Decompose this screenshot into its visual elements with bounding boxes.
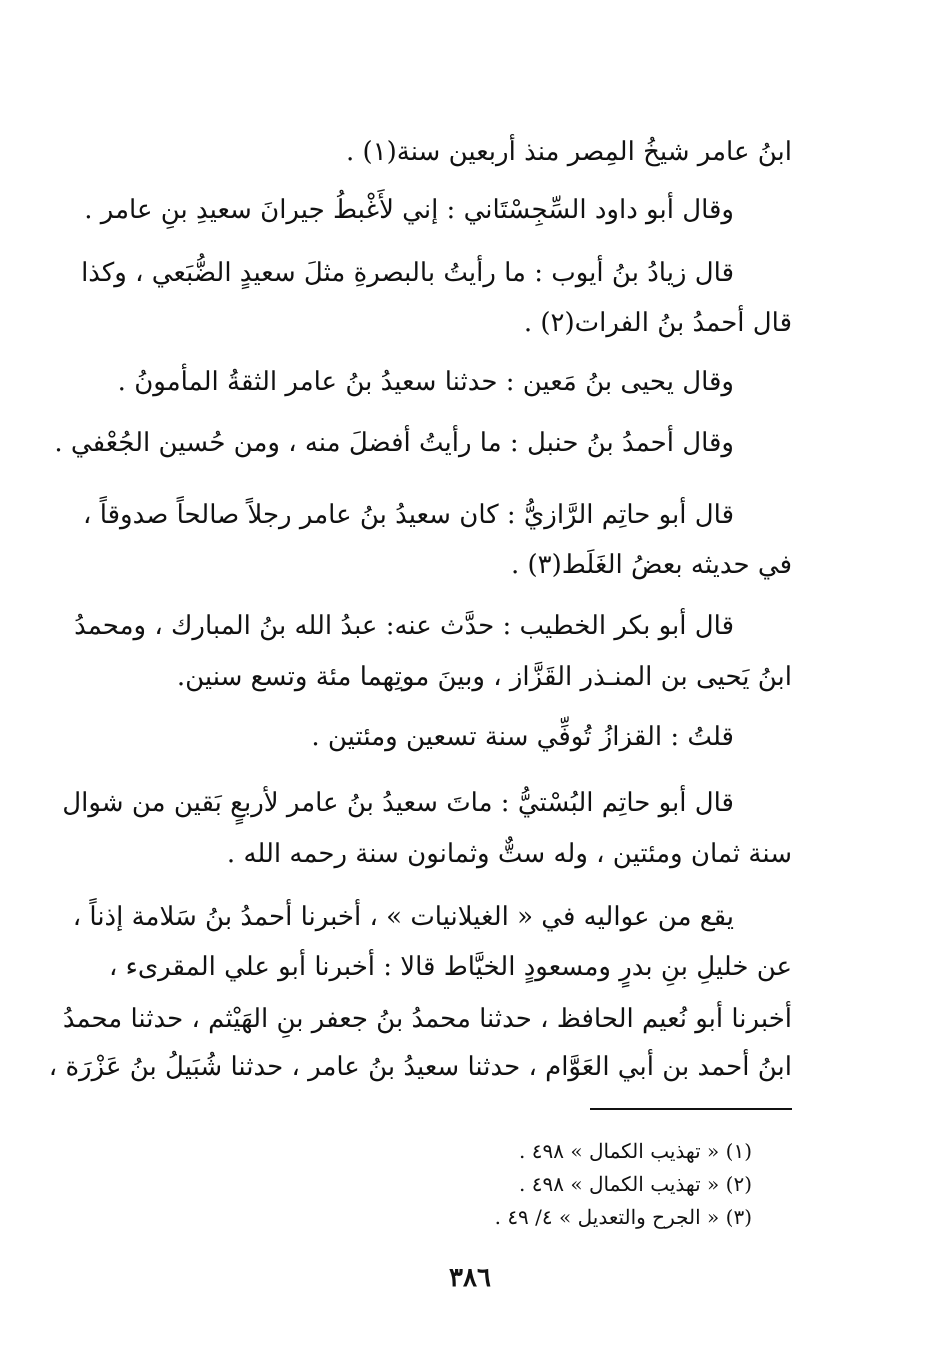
body-line: سنة ثمان ومئتين ، وله ستٌّ وثمانون سنة رحمه الله . bbox=[226, 839, 792, 869]
footnote: (١) « تهذيب الكمال » ٤٩٨ . bbox=[519, 1139, 752, 1163]
body-line: قال أبو حاتِم البُسْتيُّ : ماتَ سعيدُ بنُ عامر لأربعٍ بَقين من شوال bbox=[62, 788, 734, 818]
body-line: في حديثه بعضُ الغَلَط(٣) . bbox=[510, 550, 792, 580]
body-line: عن خليلِ بنِ بدرٍ ومسعودٍ الخيَّاط قالا : أخبرنا أبو علي المقرىء ، bbox=[108, 952, 792, 982]
body-line: وقال أحمدُ بنُ حنبل : ما رأيتُ أفضلَ منه ، ومن حُسين الجُعْفي . bbox=[54, 428, 734, 458]
body-line: ابنُ أحمد بن أبي العَوَّام ، حدثنا سعيدُ بنُ عامر ، حدثنا شُبَيلُ بنُ عَزْرَة ، bbox=[48, 1052, 792, 1082]
body-line: ابنُ يَحيى بن المنـذر القَزَّاز ، وبينَ موتِهما مئة وتسع سنين. bbox=[176, 662, 792, 692]
body-line: وقال أبو داود السِّجِسْتَاني : إني لأَغْبطُ جيرانَ سعيدِ بنِ عامر . bbox=[84, 195, 734, 225]
body-line: وقال يحيى بنُ مَعين : حدثنا سعيدُ بنُ عامر الثقةُ المأمونُ . bbox=[117, 367, 734, 397]
body-line: يقع من عواليه في « الغيلانيات » ، أخبرنا أحمدُ بنُ سَلامة إذناً ، bbox=[72, 902, 734, 932]
body-line: قال أحمدُ بنُ الفرات(٢) . bbox=[523, 308, 792, 338]
body-line: قال زيادُ بنُ أيوب : ما رأيتُ بالبصرةِ مثلَ سعيدٍ الضُّبَعي ، وكذا bbox=[81, 258, 734, 288]
body-line: قلتُ : القزازُ تُوفِّي سنة تسعين ومئتين . bbox=[311, 722, 734, 752]
body-line: قال أبو بكر الخطيب : حدَّث عنه: عبدُ الله بنُ المبارك ، ومحمدُ bbox=[74, 611, 734, 641]
footnote-separator bbox=[590, 1108, 792, 1110]
page-number: ٣٨٦ bbox=[449, 1263, 491, 1293]
footnote: (٣) « الجرح والتعديل » ٤/ ٤٩ . bbox=[494, 1205, 752, 1229]
footnote: (٢) « تهذيب الكمال » ٤٩٨ . bbox=[519, 1172, 752, 1196]
body-line: ابنُ عامر شيخُ المِصر منذ أربعين سنة(١) . bbox=[345, 137, 792, 167]
body-line: أخبرنا أبو نُعيم الحافظ ، حدثنا محمدُ بنُ جعفر بنِ الهَيْثم ، حدثنا محمدُ bbox=[62, 1004, 792, 1034]
body-line: قال أبو حاتِم الرَّازيُّ : كان سعيدُ بنُ عامر رجلاً صالحاً صدوقاً ، bbox=[83, 500, 734, 530]
